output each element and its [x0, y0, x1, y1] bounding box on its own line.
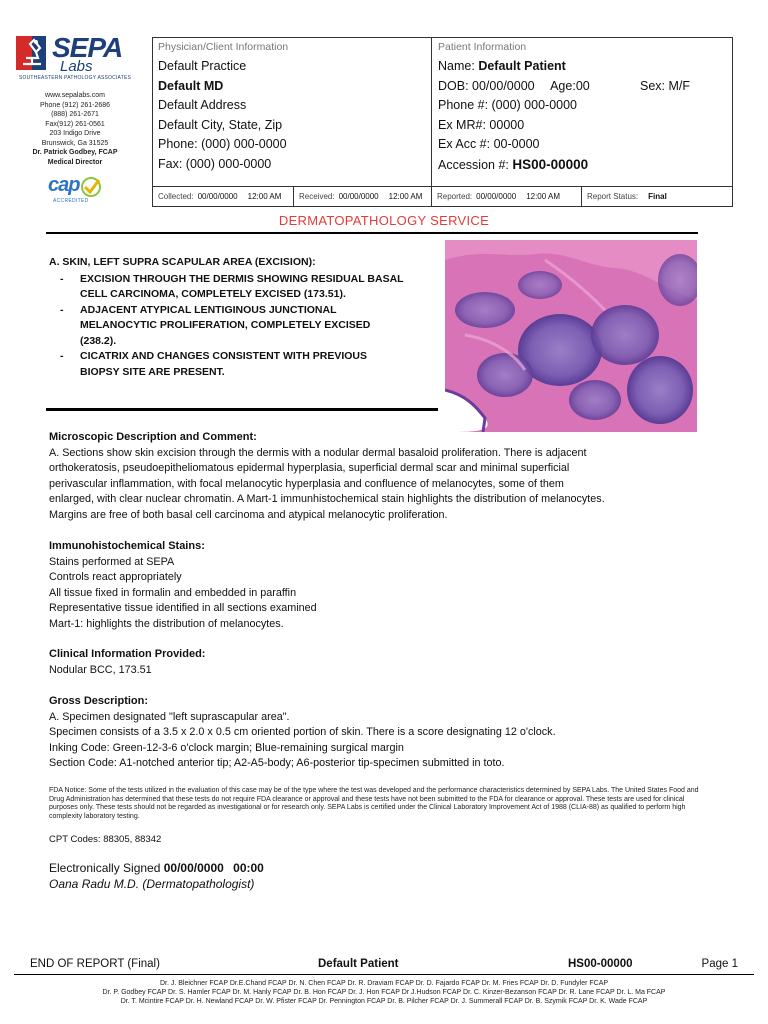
checkmark-icon — [80, 176, 102, 198]
reported-cell: Reported: 00/00/0000 12:00 AM — [432, 187, 582, 207]
patient-dob-row — [438, 77, 732, 97]
ihc-section — [49, 539, 709, 632]
signed-date: 00/00/0000 — [163, 861, 224, 875]
signer-name: Oana Radu M.D. (Dermatopathologist) — [49, 877, 255, 891]
page-number: Page 1 — [701, 958, 738, 970]
microscopic-line: A. Sections show skin excision through the dermis with a nodular dermal basaloid proliferation. There is adjacent — [49, 446, 587, 459]
physician-phone: Phone: (000) 000-0000 — [158, 137, 287, 151]
signature-block — [49, 860, 264, 892]
physician-city: Default City, State, Zip — [158, 117, 283, 132]
microscopic-line: perivascular inflammation, with focal melanocytic hyperplasia and confluence of melanocytes, some of them — [49, 477, 564, 490]
lab-street: 203 Indigo Drive — [49, 130, 101, 137]
microscopic-line: enlarged, with clear nuclear chromatin. A Mart-1 immunhistochemical stain highlights the distribution of melanocytes. — [49, 493, 605, 505]
collected-time: 12:00 AM — [247, 192, 282, 201]
accession-label: Accession #: — [438, 157, 509, 172]
medical-director-title: Medical Director — [47, 158, 103, 166]
patient-acc: 00-0000 — [493, 137, 540, 151]
roster-line: Dr. T. Mcintire FCAP Dr. H. Newland FCAP Dr. W. Pfister FCAP Dr. Pennington FCAP Dr. B. Pilcher FCAP Dr. J. Summerall FCAP Dr. B. Szymik FCAP Dr. K. Wade FCAP — [120, 998, 648, 1006]
medical-director-name: Dr. Patrick Godbey, FCAP — [32, 149, 118, 156]
lab-website[interactable]: www.sepalabs.com — [45, 92, 105, 99]
patient-sex-label: Sex: — [640, 78, 666, 93]
patient-name: Default Patient — [478, 59, 566, 73]
ihc-line: Stains performed at SEPA — [49, 555, 175, 568]
gross-line: Section Code: A1-notched anterior tip; A2-A5-body; A6-posterior tip-specimen submitted in toto. — [49, 757, 505, 769]
physician-md: Default MD — [158, 78, 224, 93]
pathologist-roster — [20, 979, 748, 1007]
lab-fax: Fax(912) 261-0561 — [45, 120, 105, 128]
logo-sub: Labs — [60, 58, 93, 75]
footer-patient-name: Default Patient — [318, 958, 399, 970]
lab-city: Brunswick, Ga 31525 — [41, 139, 109, 147]
physician-section-title: Physician/Client Information — [158, 41, 289, 53]
end-of-report: END OF REPORT (Final) — [30, 958, 160, 970]
patient-mr-label: Ex MR#: — [438, 117, 486, 132]
gross-line: A. Specimen designated "left suprascapular area". — [49, 710, 290, 723]
lab-phone-tollfree: (888) 261-2671 — [51, 111, 99, 118]
diagnosis-list — [49, 272, 409, 381]
clinical-section — [49, 647, 709, 678]
diagnosis-divider — [46, 408, 438, 411]
diagnosis-item: - ADJACENT ATYPICAL LENTIGINOUS JUNCTIONAL MELANOCYTIC PROLIFERATION, COMPLETELY EXCISED (238.2). — [57, 303, 409, 350]
patient-info — [432, 38, 732, 186]
accession-number: HS00-00000 — [512, 156, 589, 172]
gross-heading: Gross Description: — [49, 695, 149, 707]
patient-acc-label: Ex Acc #: — [438, 137, 491, 151]
patient-name-row — [438, 57, 732, 77]
reported-time: 12:00 AM — [526, 192, 560, 201]
patient-section-title: Patient Information — [438, 41, 527, 53]
ihc-line: Representative tissue identified in all sections examined — [49, 602, 317, 614]
reported-date: 00/00/0000 — [476, 192, 517, 201]
final-diagnosis — [49, 255, 409, 380]
lab-tagline: SOUTHEASTERN PATHOLOGY ASSOCIATES — [18, 75, 132, 81]
ihc-line: All tissue fixed in formalin and embedded in paraffin — [49, 586, 297, 599]
physician-practice: Default Practice — [158, 59, 247, 73]
report-dates-row — [153, 186, 732, 207]
physician-fax: Fax: (000) 000-0000 — [158, 156, 272, 171]
cap-accredited-text: ACCREDITED — [53, 198, 89, 204]
clinical-heading: Clinical Information Provided: — [49, 648, 206, 660]
sepa-logo — [14, 34, 136, 74]
roster-line: Dr. P. Godbey FCAP Dr. S. Hamler FCAP Dr. M. Hanly FCAP Dr. B. Hon FCAP Dr. J. Hon FCAP Dr J.Hudson FCAP Dr. C. Kinzer-Bezanson FCAP Dr. R. Lane FCAP Dr. L. Ma FCAP — [102, 989, 666, 997]
patient-mr-row — [438, 116, 732, 136]
patient-mr: 00000 — [489, 117, 525, 132]
report-status-cell: Report Status: Final — [587, 192, 667, 201]
collected-cell: Collected: 00/00/0000 12:00 AM — [153, 187, 294, 207]
diagnosis-item: - CICATRIX AND CHANGES CONSISTENT WITH PREVIOUS BIOPSY SITE ARE PRESENT. — [57, 349, 409, 380]
cpt-codes: CPT Codes: 88305, 88342 — [49, 834, 162, 845]
physician-info — [153, 38, 432, 186]
received-cell: Received: 00/00/0000 12:00 AM — [294, 187, 432, 207]
lab-info-column — [14, 34, 136, 206]
microscopic-line: Margins are free of both basal cell carcinoma and atypical melanocytic proliferation. — [49, 508, 448, 521]
clinical-text: Nodular BCC, 173.51 — [49, 663, 152, 676]
gross-line: Specimen consists of a 3.5 x 2.0 x 0.5 cm oriented portion of skin. There is a score designating 12 o'clock. — [49, 726, 556, 738]
ihc-line: Mart-1: highlights the distribution of melanocytes. — [49, 617, 284, 630]
microscopic-heading: Microscopic Description and Comment: — [49, 431, 257, 443]
gross-line: Inking Code: Green-12-3-6 o'clock margin; Blue-remaining surgical margin — [49, 741, 404, 754]
patient-sex: M/F — [668, 78, 691, 93]
patient-age: 00 — [575, 78, 590, 93]
fda-notice: FDA Notice: Some of the tests utilized in the evaluation of this case may be of the type where the test was developed and the performance characteristics determined by SEPA Labs. The United States Food and Drug Administration has determined that these tests do not require FDA clearance or approval and these tests have not been submitted to the FDA for clearance or approval. These tests are used for clinical purposes only. These tests should not be regarded as investigational or for research only. SEPA Labs is certified under the Clinical Laboratory Improvement Act of 1988 (CLIA-88) as qualified to perform high complexity laboratory testing. — [49, 787, 699, 820]
logo-name: SEPA — [52, 32, 123, 63]
report-header-box — [152, 37, 733, 207]
footer-accession: HS00-00000 — [568, 958, 633, 970]
gross-section — [49, 694, 709, 772]
accession-row — [438, 155, 732, 176]
report-status: Final — [648, 192, 667, 201]
microscope-logo-icon — [14, 34, 50, 72]
patient-phone: Phone #: (000) 000-0000 — [438, 98, 577, 112]
lab-phone: Phone (912) 261-2686 — [39, 101, 111, 109]
cap-logo: cap — [48, 174, 80, 196]
collected-date: 00/00/0000 — [197, 192, 238, 201]
microscopic-section — [49, 430, 709, 523]
diagnosis-item: - EXCISION THROUGH THE DERMIS SHOWING RESIDUAL BASAL CELL CARCINOMA, COMPLETELY EXCISED (173.51). — [57, 272, 409, 303]
cap-accredited-badge — [48, 174, 102, 206]
received-date: 00/00/0000 — [338, 192, 379, 201]
diagnosis-title: A. SKIN, LEFT SUPRA SCAPULAR AREA (EXCISION): — [49, 256, 316, 268]
footer-divider — [14, 974, 754, 975]
service-title: DERMATOPATHOLOGY SERVICE — [278, 213, 490, 228]
ihc-heading: Immunohistochemical Stains: — [49, 540, 205, 552]
patient-acc-row — [438, 135, 732, 155]
microscopic-line: orthokeratosis, pseudoepitheliomatous epidermal hyperplasia, superficial dermal scar and minimal superficial — [49, 462, 570, 474]
signed-time: 00:00 — [233, 861, 264, 875]
physician-address: Default Address — [158, 98, 247, 112]
patient-name-label: Name: — [438, 59, 475, 73]
ihc-line: Controls react appropriately — [49, 571, 182, 583]
signed-label: Electronically Signed — [49, 861, 161, 875]
lab-contact — [14, 91, 136, 167]
roster-line: Dr. J. Bleichner FCAP Dr.E.Chand FCAP Dr. N. Chen FCAP Dr. R. Draviam FCAP Dr. D. Fajardo FCAP Dr. M. Fries FCAP Dr. D. Fundyler FCAP — [159, 980, 609, 987]
patient-age-label: Age: — [550, 78, 576, 93]
patient-dob: DOB: 00/00/0000 — [438, 78, 535, 93]
divider — [46, 232, 698, 234]
received-time: 12:00 AM — [388, 192, 423, 201]
histology-image — [445, 240, 697, 432]
